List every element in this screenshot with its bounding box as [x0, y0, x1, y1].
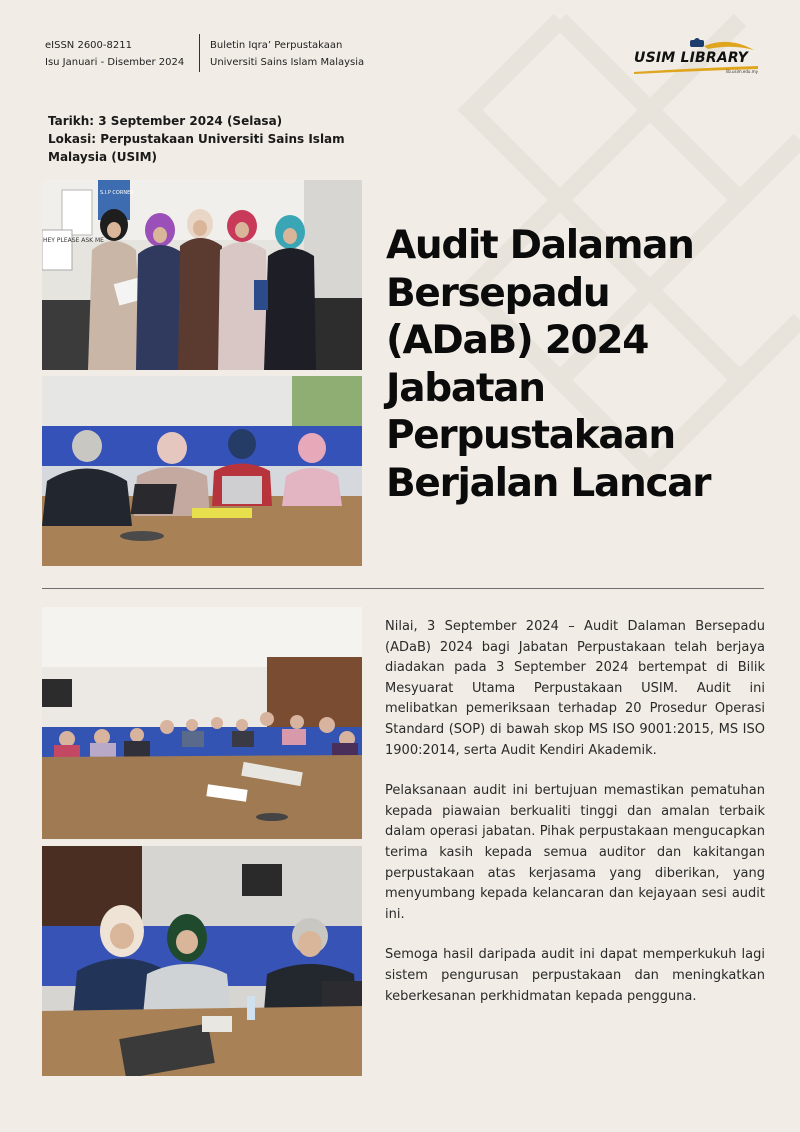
title-line: Perpustakaan — [386, 413, 675, 458]
university-name: Universiti Sains Islam Malaysia — [210, 57, 365, 68]
photo-meeting-room — [42, 607, 362, 839]
section-divider — [42, 588, 764, 589]
issn: eISSN 2600-8211 — [45, 40, 132, 51]
issue-period: Isu Januari - Disember 2024 — [45, 57, 185, 68]
header-divider — [199, 34, 200, 72]
photo-auditors-laptops — [42, 376, 362, 566]
photo-group-standing — [42, 180, 362, 370]
bulletin-info — [210, 37, 364, 71]
title-line: (ADaB) 2024 — [386, 318, 649, 363]
body-paragraph: Pelaksanaan audit ini bertujuan memastikan pematuhan kepada piawaian berkualiti tinggi dan amalan terbaik dalam operasi jabatan. Pihak perpustakaan mengucapkan terima kasih kepada semua auditor dan kakitangan perpustakaan atas kerjasama yang diberikan, yang menyumbang kepada kelancaran dan kejayaan sesi audit ini. — [385, 783, 765, 922]
body-paragraph: Semoga hasil daripada audit ini dapat memperkukuh lagi sistem pengurusan perpustakaan dan meningkatkan keberkesanan perkhidmatan kepada pengguna. — [385, 947, 765, 1004]
event-meta — [48, 112, 368, 166]
article-title — [386, 222, 786, 507]
title-line: Jabatan — [386, 365, 545, 411]
article-body — [385, 617, 765, 1027]
usim-library-logo — [634, 36, 762, 78]
bulletin-name: Buletin Iqra’ Perpustakaan — [210, 40, 343, 51]
body-paragraph: Nilai, 3 September 2024 – Audit Dalaman Bersepadu (ADaB) 2024 bagi Jabatan Perpustakaan telah berjaya diadakan pada 3 September 2024 bertempat di Bilik Mesyuarat Utama Perpustakaan USIM. Audit ini melibatkan pemeriksaan terhadap 20 Prosedur Operasi Standard (SOP) di bawah skop MS ISO 9001:2015, MS ISO 1900:2014, serta Audit Kendiri Akademik. — [385, 619, 765, 758]
title-line: Audit Dalaman — [386, 223, 694, 268]
issue-info — [45, 37, 184, 71]
photo-sign-text: S.I.P CORNER — [100, 190, 134, 196]
title-line: Bersepadu — [386, 270, 610, 316]
title-line: Berjalan Lancar — [386, 460, 711, 506]
event-date: Tarikh: 3 September 2024 (Selasa) — [48, 114, 283, 128]
photo-poster-text: HEY PLEASE ASK ME — [43, 237, 104, 244]
logo-url: lib.usim.edu.my — [725, 69, 758, 74]
event-location: Lokasi: Perpustakaan Universiti Sains Islam Malaysia (USIM) — [48, 132, 345, 164]
logo-wordmark: USIM LIBRARY — [634, 50, 748, 66]
photo-audit-session — [42, 846, 362, 1076]
